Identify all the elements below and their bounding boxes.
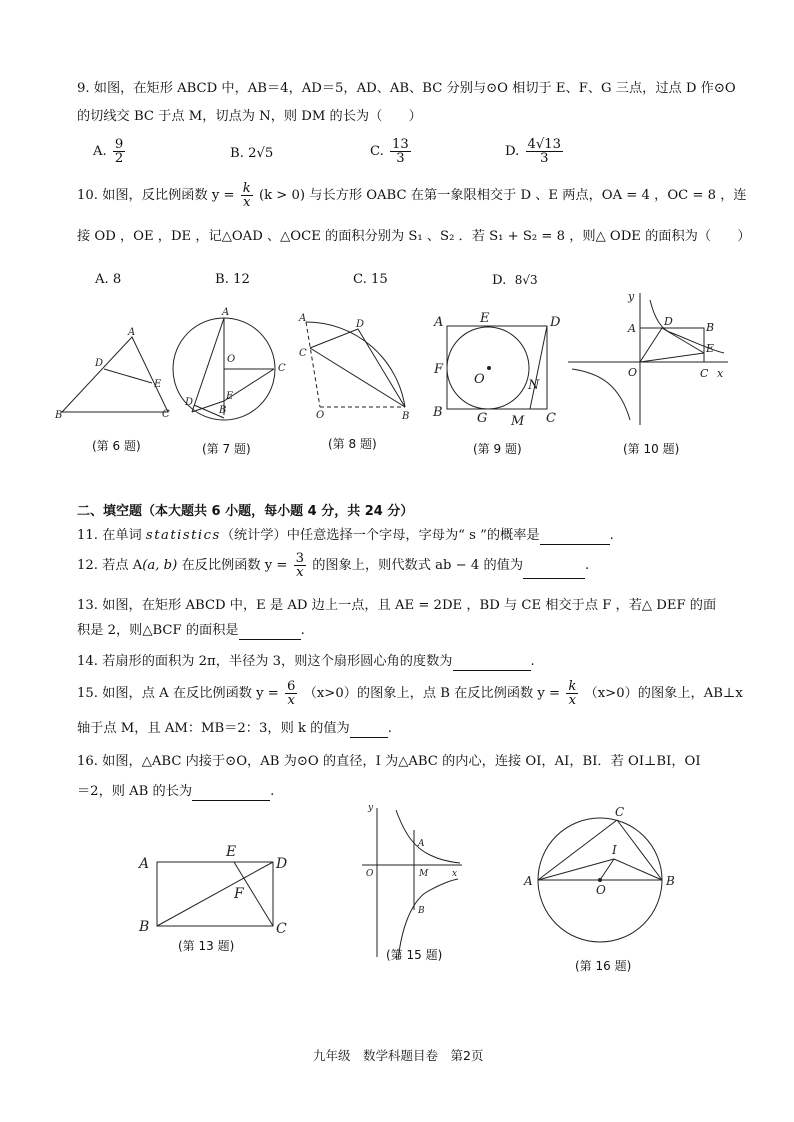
caption-8: (第 8 题) xyxy=(328,437,377,451)
f10-label-A: A xyxy=(628,322,636,335)
q10-option-d: D. 8√3 xyxy=(492,273,538,288)
f13-label-B: B xyxy=(139,919,150,935)
q11: 11. 在单词 statistics（统计学）中任意选择一个字母，字母为“ s ”的概率是 . xyxy=(77,528,614,543)
f9-label-G: G xyxy=(477,411,488,426)
figure-9 xyxy=(447,326,547,409)
f8-label-A: A xyxy=(299,313,307,324)
f6-label-A: A xyxy=(128,327,136,338)
f9-label-O: O xyxy=(474,372,485,387)
q15-line2: 轴于点 M，且 AM：MB＝2：3，则 k 的值为 . xyxy=(77,721,392,736)
f9-label-E: E xyxy=(480,311,490,326)
caption-7: (第 7 题) xyxy=(202,442,251,456)
f10-label-y: y xyxy=(628,290,635,303)
caption-6: (第 6 题) xyxy=(92,439,141,453)
q9-line2: 的切线交 BC 于点 M，切点为 N，则 DM 的长为（ ） xyxy=(77,109,422,124)
f9-label-M: M xyxy=(511,414,525,429)
f7-label-C: C xyxy=(278,363,286,374)
figure-15 xyxy=(362,808,462,960)
f9-label-A: A xyxy=(434,315,444,330)
q9-option-a: A. $\frac{9}{2}$ xyxy=(93,137,124,166)
q10-option-b: B. 12 xyxy=(215,272,250,287)
f16-label-C: C xyxy=(615,805,625,819)
q9-option-d: D. $\frac{4√13}{3}$ xyxy=(505,137,562,166)
f6-label-B: B xyxy=(55,410,63,421)
q14: 14. 若扇形的面积为 2π，半径为 3，则这个扇形圆心角的度数为 . xyxy=(77,654,535,669)
q15-answer-blank xyxy=(350,724,388,738)
q14-answer-blank xyxy=(453,657,531,671)
q9-option-c: C. $\frac{13}{3}$ xyxy=(370,137,409,166)
f13-label-D: D xyxy=(276,856,288,872)
f13-label-F: F xyxy=(234,886,244,902)
f15-label-A: A xyxy=(418,839,425,849)
q13-line2: 积是 2，则△BCF 的面积是 . xyxy=(77,623,305,638)
q10-line2: 接 OD ，OE ，DE ，记△OAD 、△OCE 的面积分别为 S₁ 、S₂ ．若 S₁ + S₂ = 8 ，则△ ODE 的面积为（ ） xyxy=(77,229,751,244)
figure-10 xyxy=(568,293,728,425)
caption-16: (第 16 题) xyxy=(575,959,632,973)
q13-answer-blank xyxy=(239,626,301,640)
q16-answer-blank xyxy=(192,787,270,801)
f15-label-M: M xyxy=(419,869,429,879)
caption-10: (第 10 题) xyxy=(623,442,680,456)
caption-13: (第 13 题) xyxy=(178,939,235,953)
f15-label-x: x xyxy=(452,869,458,879)
f9-label-B: B xyxy=(433,405,443,420)
f8-label-C: C xyxy=(299,348,307,359)
f9-label-F: F xyxy=(434,362,444,377)
f9-label-N: N xyxy=(528,378,540,393)
f10-label-x: x xyxy=(717,367,724,380)
f7-label-B: B xyxy=(219,405,227,416)
q15-line1: 15. 如图，点 A 在反比例函数 y = $\frac{6}{x}$ （x>0）的图象上，点 B 在反比例函数 y = $\frac{k}{x}$ （x>0）的图象上，AB⊥x xyxy=(77,679,743,708)
q9-option-b: B. 2√5 xyxy=(230,146,274,161)
caption-15: (第 15 题) xyxy=(386,948,443,962)
f16-label-O: O xyxy=(596,883,606,897)
f6-label-D: D xyxy=(95,358,104,369)
q16-line2: ＝2，则 AB 的长为 . xyxy=(77,784,275,799)
f6-label-C: C xyxy=(162,409,170,420)
q13-line1: 13. 如图，在矩形 ABCD 中，E 是 AD 边上一点，且 AE = 2DE ，BD 与 CE 相交于点 F ，若△ DEF 的面 xyxy=(77,598,717,613)
f16-label-A: A xyxy=(524,874,533,888)
caption-9: (第 9 题) xyxy=(473,442,522,456)
f6-label-E: E xyxy=(154,379,162,390)
f7-label-A: A xyxy=(222,307,230,318)
f8-label-B: B xyxy=(402,411,410,422)
f10-label-D: D xyxy=(664,315,673,328)
f10-label-C: C xyxy=(700,367,709,380)
f15-label-O: O xyxy=(366,869,374,879)
f13-label-A: A xyxy=(139,856,150,872)
figure-13 xyxy=(157,862,273,926)
f13-label-C: C xyxy=(276,921,287,937)
page-footer: 九年级 数学科题目卷 第2页 xyxy=(313,1048,484,1063)
q12-answer-blank xyxy=(523,565,585,579)
figure-8 xyxy=(306,322,405,407)
f10-label-B: B xyxy=(706,321,715,334)
f15-label-y: y xyxy=(368,803,374,813)
figure-6 xyxy=(62,337,168,412)
f9-label-D: D xyxy=(550,315,561,330)
f10-label-E: E xyxy=(706,342,715,355)
f8-label-O: O xyxy=(316,410,325,421)
f10-label-O: O xyxy=(628,366,638,379)
q9-line1: 9. 如图，在矩形 ABCD 中，AB＝4，AD＝5，AD、AB、BC 分别与⊙O 相切于 E、F、G 三点，过点 D 作⊙O xyxy=(77,81,736,96)
f8-label-D: D xyxy=(356,319,365,330)
f9-label-C: C xyxy=(546,411,556,426)
f15-label-B: B xyxy=(418,906,425,916)
f7-label-D: D xyxy=(185,397,194,408)
f16-label-B: B xyxy=(666,874,675,888)
section-2-title: 二、填空题（本大题共 6 小题，每小题 4 分，共 24 分） xyxy=(77,504,414,519)
q11-answer-blank xyxy=(540,531,610,545)
q16-line1: 16. 如图，△ABC 内接于⊙O，AB 为⊙O 的直径，I 为△ABC 的内心，连接 OI，AI，BI．若 OI⊥BI，OI xyxy=(77,754,701,769)
f7-label-O: O xyxy=(227,354,236,365)
f16-label-I: I xyxy=(612,843,617,857)
q10-option-a: A. 8 xyxy=(95,272,122,287)
q12: 12. 若点 A(a, b) 在反比例函数 y = $\frac{3}{x}$ 的图象上，则代数式 ab − 4 的值为 . xyxy=(77,551,590,580)
f13-label-E: E xyxy=(226,844,237,860)
q10-line1: 10. 如图，反比例函数 y = $\frac{k}{x}$ (k > 0) 与长方形 OABC 在第一象限相交于 D 、E 两点，OA = 4 ，OC = 8 ，连 xyxy=(77,181,747,210)
q10-option-c: C. 15 xyxy=(353,272,388,287)
figures-row-1 xyxy=(0,285,794,460)
f7-label-E: E xyxy=(226,391,234,402)
